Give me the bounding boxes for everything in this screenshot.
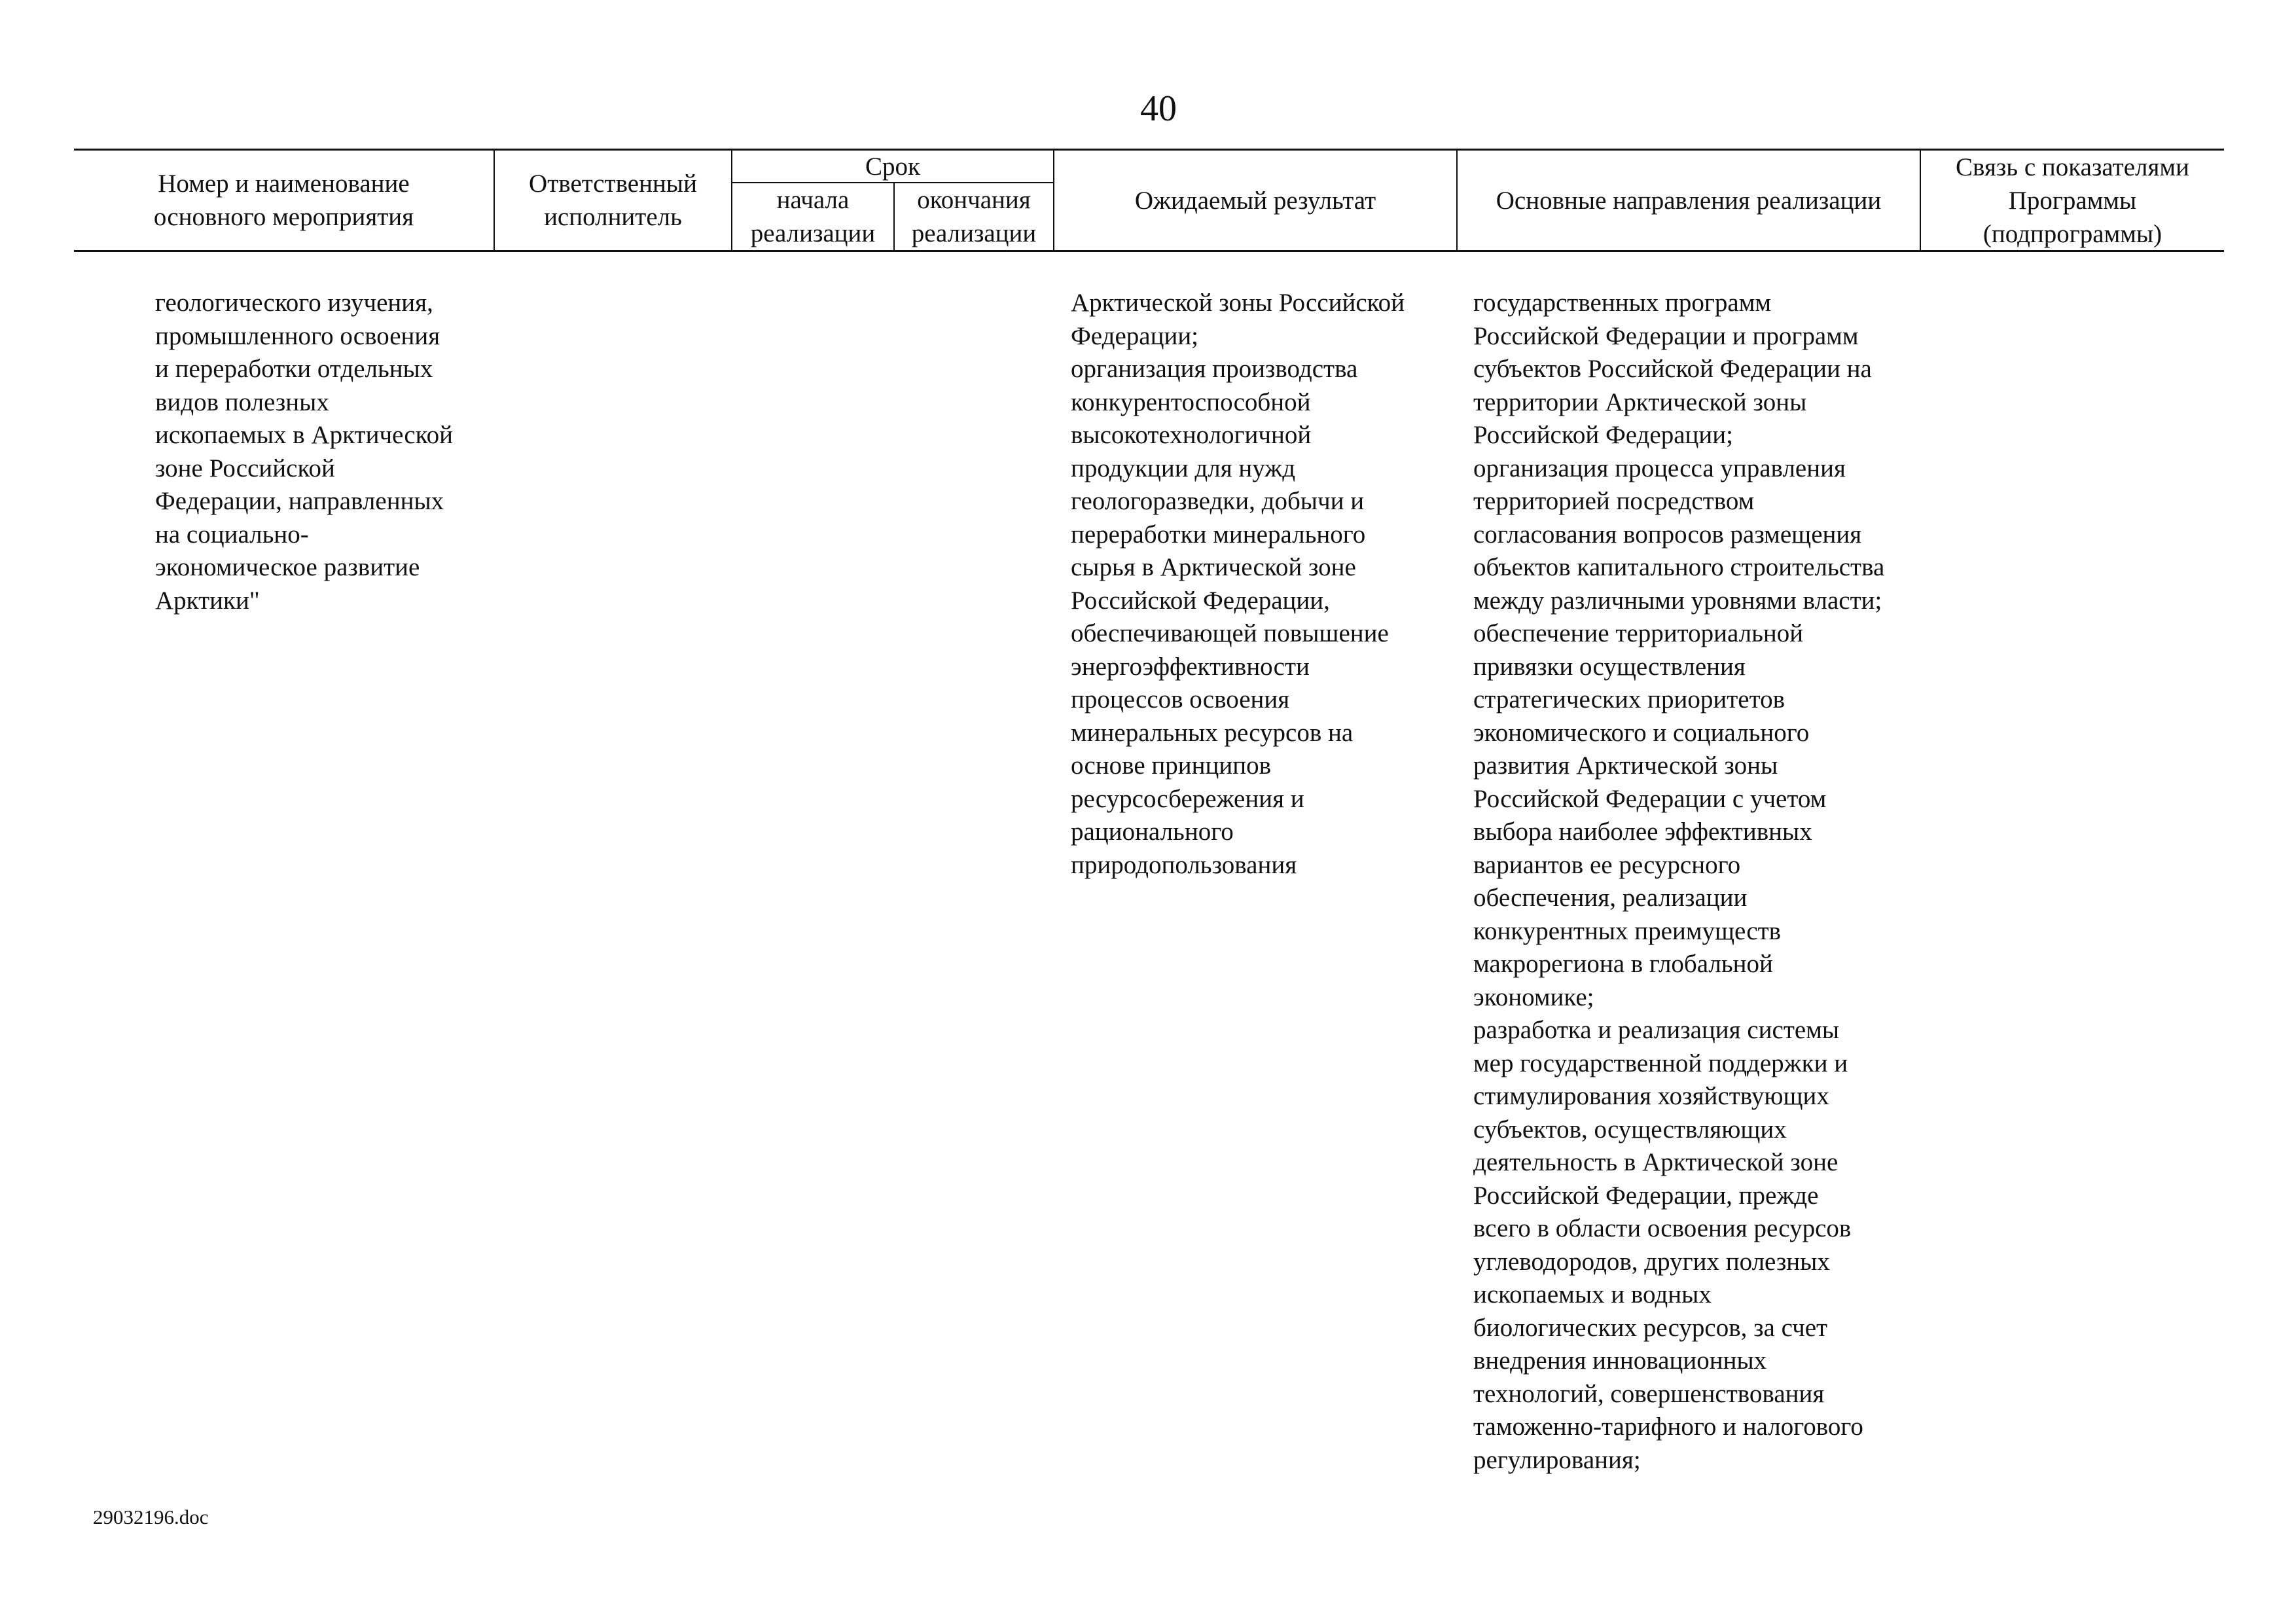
header-term-start-text: начала реализации: [750, 186, 876, 247]
page-number: 40: [1140, 88, 1177, 129]
header-term: [732, 151, 1053, 182]
header-term-end: [895, 183, 1053, 250]
header-result-text: Ожидаемый результат: [1134, 186, 1376, 215]
header-executor-text: Ответственный исполнитель: [529, 170, 697, 231]
header-term-end-text: окончания реализации: [911, 186, 1037, 247]
body-directions-text: государственных программ Российской Федерации и программ субъектов Российской Федерации на территории Арктической зоны Российской Федерации; организация процесса управления территорией посредством согласования вопросов размещения объектов капитального строительства между различными уровнями власти; обеспечение территориальной привязки осуществления стратегических приоритетов экономического и социального развития Арктической зоны Российской Федерации с учетом выбора наиболее эффективных вариантов ее ресурсного обеспечения, реализации конкурентных преимуществ макрорегиона в глобальной экономике; разработка и реализация системы мер государственной поддержки и стимулирования хозяйствующих субъектов, осуществляющих деятельность в Арктической зоне Российской Федерации, прежде всего в области освоения ресурсов углеводородов, других полезных ископаемых и водных биологических ресурсов, за счет внедрения инновационных технологий, совершенствования таможенно-тарифного и налогового регулирования;: [1473, 289, 1885, 1474]
header-executor: [495, 151, 731, 250]
header-result: [1054, 151, 1456, 250]
table-header-bottom-border: [74, 250, 2224, 252]
header-link-text: Связь с показателями Программы (подпрограммы): [1956, 153, 2189, 248]
header-directions: [1458, 151, 1920, 250]
body-result-text: Арктической зоны Российской Федерации; организация производства конкурентоспособной высокотехнологичной продукции для нужд геологоразведки, добычи и переработки минерального сырья в Арктической зоне Российской Федерации, обеспечивающей повышение энергоэффективности процессов освоения минеральных ресурсов на основе принципов ресурсосбережения и рационального природопользования: [1071, 289, 1405, 879]
header-term-text: Срок: [865, 152, 920, 181]
header-directions-text: Основные направления реализации: [1496, 186, 1882, 215]
header-measure-text: Номер и наименование основного мероприятия: [153, 170, 414, 231]
header-measure: [74, 151, 493, 250]
header-link: [1921, 151, 2224, 250]
footer-filename: 29032196.doc: [93, 1506, 209, 1528]
body-measure-text: геологического изучения, промышленного освоения и переработки отдельных видов полезных ископаемых в Арктической зоне Российской Федерации, направленных на социально- экономическое развитие Арктики": [155, 289, 453, 615]
header-term-start: [732, 183, 893, 250]
